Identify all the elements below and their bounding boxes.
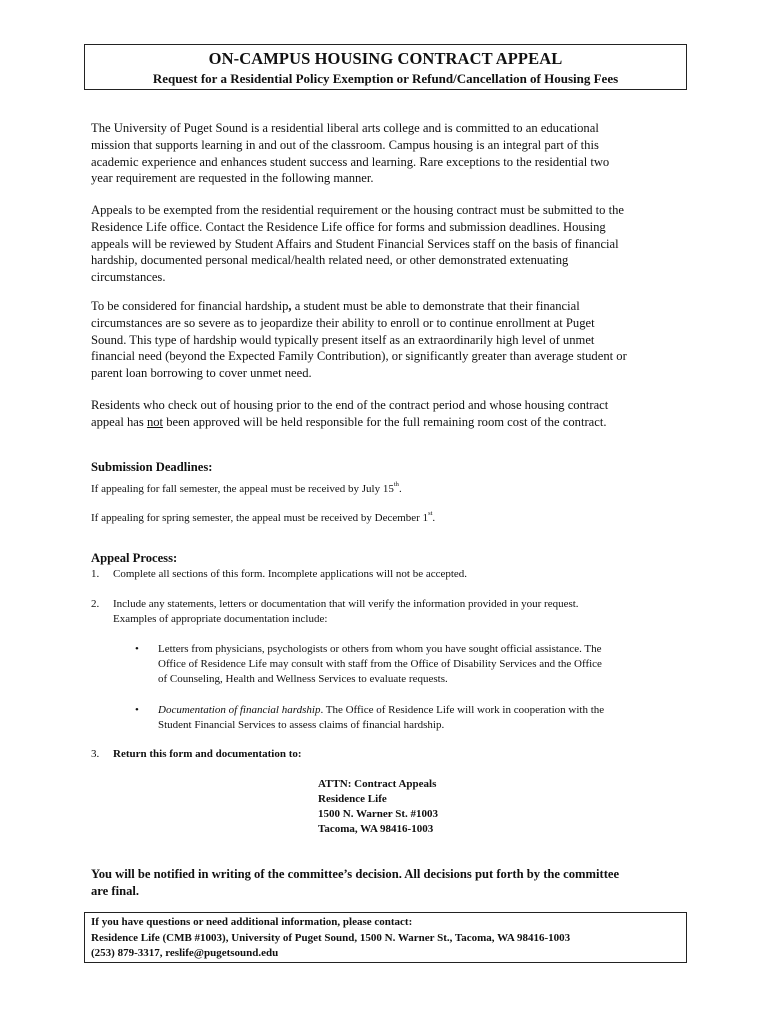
residents-underline-not: not — [146, 414, 164, 429]
fall-deadline — [91, 477, 402, 497]
spring-deadline-period: . — [432, 512, 436, 524]
address-line: ATTN: Contract Appeals — [318, 778, 437, 790]
bullet-2-text — [158, 703, 604, 733]
bullet-1-line: Office of Residence Life may consult with staff from the Office of Disability Services and the Office — [158, 658, 602, 670]
bullet-1-line: Letters from physicians, psychologists or others from whom you have sought official assistance. The — [158, 643, 602, 655]
residents-paragraph — [91, 397, 691, 431]
title-box — [84, 44, 687, 90]
step-2-text — [113, 597, 579, 627]
hardship-line: parent loan borrowing to cover unmet need. — [91, 366, 312, 381]
spring-deadline — [91, 506, 435, 526]
mailing-address — [318, 777, 438, 837]
contact-line: If you have questions or need additional information, please contact: — [91, 916, 413, 928]
step-number: 1. — [91, 568, 100, 580]
fall-deadline-text: If appealing for fall semester, the appeal must be received by July 15 — [91, 483, 394, 495]
process-heading: Appeal Process: — [91, 551, 178, 565]
intro-line: The University of Puget Sound is a residential liberal arts college and is committed to an educational — [91, 121, 599, 135]
final-notice-line: You will be notified in writing of the committee’s decision. All decisions put forth by the committee — [91, 867, 620, 881]
intro-line: mission that supports learning in and out of the classroom. Campus housing is an integral part of this — [91, 137, 599, 152]
residents-line-post: been approved will be held responsible for the full remaining room cost of the contract. — [163, 414, 607, 429]
bullet-2-line: Student Financial Services to assess claims of financial hardship. — [158, 719, 445, 731]
intro-line: year requirement are requested in the following manner. — [91, 171, 374, 186]
intro-paragraph — [91, 120, 691, 187]
bullet-2-rest: . The Office of Residence Life will work in cooperation with the — [320, 704, 605, 716]
appeals-line: Residence Life office. Contact the Residence Life office for forms and submission deadlines. Housing — [91, 219, 606, 234]
bullet-1-text — [158, 642, 602, 687]
appeals-line: appeals will be reviewed by Student Affairs and Student Financial Services staff on the basis of financial — [91, 236, 619, 251]
bullet-icon: • — [135, 704, 139, 716]
step-2-line: Examples of appropriate documentation include: — [113, 613, 328, 625]
intro-line: academic experience and enhances student success and learning. Rare exceptions to the residential two — [91, 154, 610, 169]
step-2-line: Include any statements, letters or documentation that will verify the information provided in your request. — [113, 598, 579, 610]
bullet-2-line — [158, 703, 604, 718]
hardship-line: financial need (beyond the Expected Family Contribution), or significantly greater than average student or — [91, 349, 627, 364]
bullet-2-italic: Documentation of financial hardship — [158, 704, 321, 716]
bullet-1-line: of Counseling, Health and Wellness Services to evaluate requests. — [158, 673, 448, 685]
residents-line-pre: appeal has — [91, 414, 147, 429]
hardship-paragraph — [91, 298, 691, 382]
hardship-line-post: a student must be able to demonstrate that their financial — [291, 299, 580, 313]
final-notice — [91, 866, 619, 900]
residents-line: Residents who check out of housing prior to the end of the contract period and whose housing contract — [91, 398, 609, 412]
step-1-text: Complete all sections of this form. Incomplete applications will not be accepted. — [113, 568, 468, 580]
hardship-line: Sound. This type of hardship would typically present itself as an extraordinarily high level of unmet — [91, 332, 595, 347]
appeals-line: Appeals to be exempted from the residential requirement or the housing contract must be submitted to the — [91, 203, 624, 217]
bullet-icon: • — [135, 643, 139, 655]
hardship-line: circumstances are so severe as to jeopardize their ability to enroll or to continue enrollment at Puget — [91, 315, 595, 330]
contact-box — [84, 912, 687, 963]
address-line: Tacoma, WA 98416-1003 — [318, 823, 434, 835]
deadlines-heading: Submission Deadlines: — [91, 460, 213, 474]
spring-deadline-sup: st — [428, 510, 433, 517]
step-number: 2. — [91, 598, 100, 610]
appeals-line: hardship, documented personal medical/health related need, or other demonstrated extenuating — [91, 253, 569, 268]
step-3-text: Return this form and documentation to: — [113, 748, 302, 760]
address-line: 1500 N. Warner St. #1003 — [318, 808, 438, 820]
residents-line — [91, 414, 691, 431]
appeals-paragraph — [91, 202, 691, 286]
final-notice-line: are final. — [91, 884, 140, 898]
contact-line: (253) 879-3317, reslife@pugetsound.edu — [91, 947, 279, 959]
appeals-line: circumstances. — [91, 270, 166, 285]
hardship-line-bold: , — [288, 299, 292, 313]
address-line: Residence Life — [318, 793, 387, 805]
step-number: 3. — [91, 748, 100, 760]
document-subtitle: Request for a Residential Policy Exemption or Refund/Cancellation of Housing Fees — [152, 71, 619, 86]
document-title: ON-CAMPUS HOUSING CONTRACT APPEAL — [208, 49, 563, 68]
spring-deadline-text: If appealing for spring semester, the appeal must be received by December 1 — [91, 512, 429, 524]
fall-deadline-sup: th — [393, 481, 399, 488]
hardship-line — [91, 298, 691, 315]
hardship-line-pre: To be considered for financial hardship — [91, 299, 289, 313]
fall-deadline-period: . — [398, 483, 402, 495]
contact-line: Residence Life (CMB #1003), University of Puget Sound, 1500 N. Warner St., Tacoma, WA 98416-1003 — [91, 931, 571, 944]
